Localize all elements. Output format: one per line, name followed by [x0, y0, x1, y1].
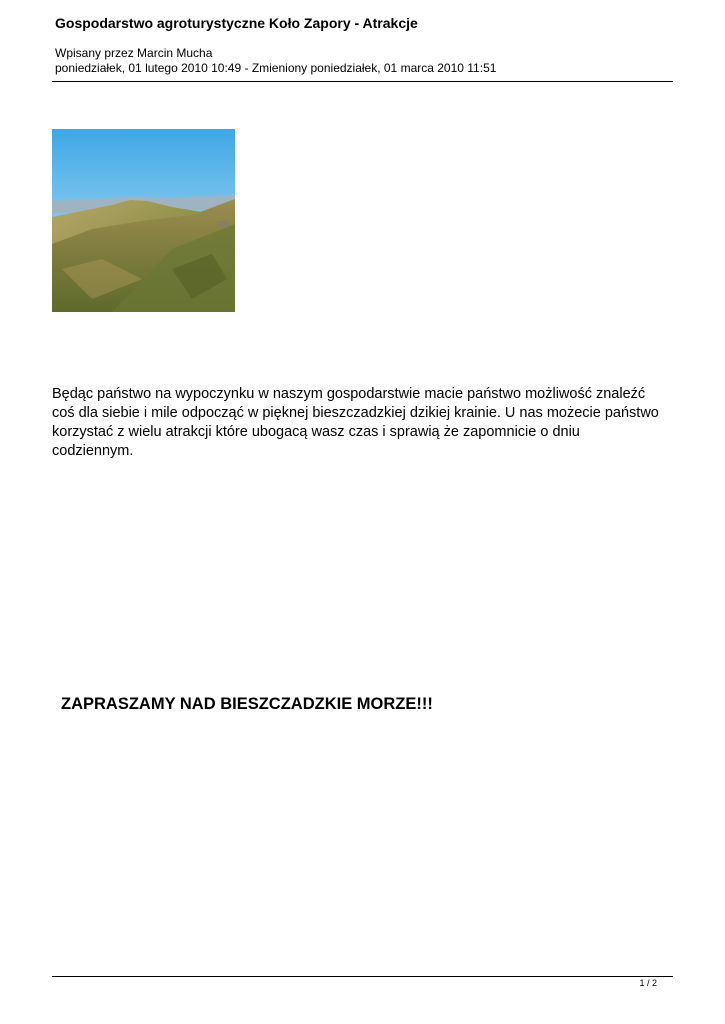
description-paragraph: [52, 385, 682, 461]
mountain-meadow-photo: [52, 129, 235, 312]
footer-divider: [52, 976, 673, 977]
header-divider: [52, 81, 673, 82]
date-line: poniedziałek, 01 lutego 2010 10:49 - Zmieniony poniedziałek, 01 marca 2010 11:51: [55, 61, 497, 75]
page-number: 1 / 2: [639, 978, 657, 988]
document-title: Gospodarstwo agroturystyczne Koło Zapory - Atrakcje: [55, 15, 418, 31]
invitation-heading: ZAPRASZAMY NAD BIESZCZADZKIE MORZE!!!: [61, 695, 433, 713]
paragraph-line: coś dla siebie i mile odpocząć w pięknej bieszczadzkiej dzikiej krainie. U nas możecie państwo: [52, 405, 659, 421]
paragraph-line: codziennym.: [52, 443, 134, 459]
author-line: Wpisany przez Marcin Mucha: [55, 46, 213, 60]
paragraph-line: korzystać z wielu atrakcji które ubogacą wasz czas i sprawią że zapomnicie o dniu: [52, 424, 580, 440]
document-meta: [55, 46, 496, 76]
paragraph-line: Będąc państwo na wypoczynku w naszym gospodarstwie macie państwo możliwość znaleźć: [52, 386, 646, 402]
